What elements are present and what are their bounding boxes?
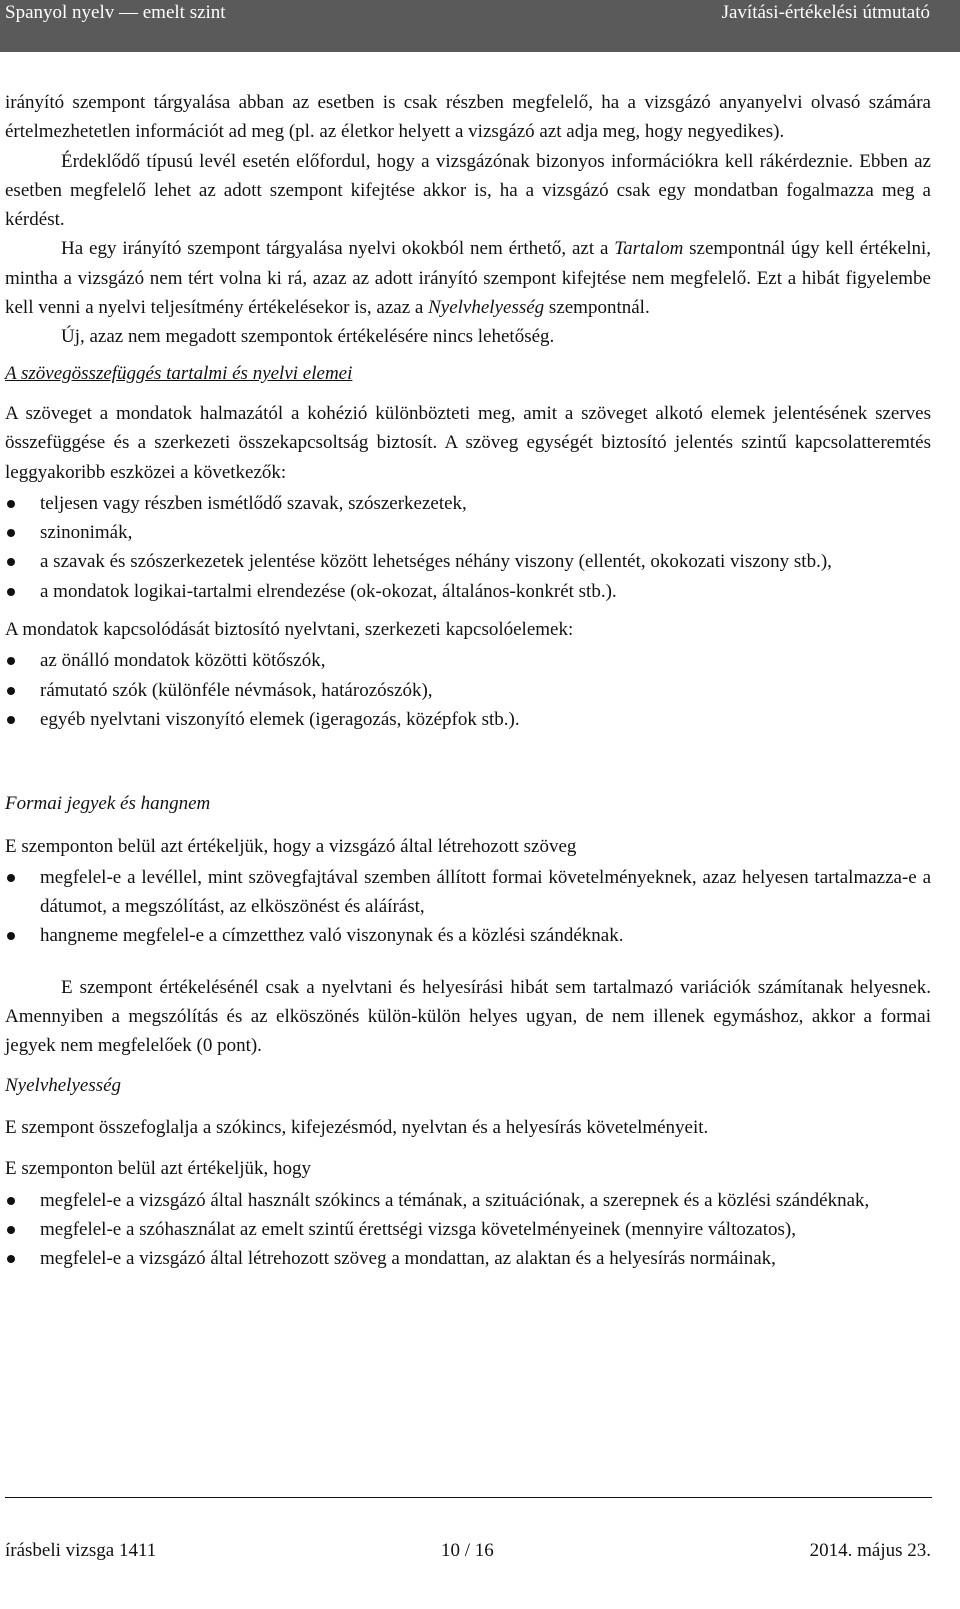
bullet-icon [7,558,15,566]
list-item: a mondatok logikai-tartalmi elrendezése (ok-okozat, általános-konkrét stb.). [5,577,931,606]
header-subject: Spanyol nyelv — emelt szint [5,2,226,23]
term-tartalom: Tartalom [614,238,684,260]
list-item: megfelel-e a levéllel, mint szövegfajtával szemben állított formai követelményeknek, azaz helyesen tartalmazza-e a dátumot, a megszólítást, az elköszönést és aláírást, [5,863,931,922]
paragraph-new-points: Új, azaz nem megadott szempontok értékelésére nincs lehetőség. [61,326,555,348]
bullet-icon [7,529,15,537]
section-title-grammar: Nyelvhelyesség [5,1074,122,1096]
bullet-icon [7,932,15,940]
bullet-icon [7,1255,15,1263]
coherence-intro: A szöveget a mondatok halmazától a kohézió különbözteti meg, amit a szöveget alkotó elemek jelentésének szerves összefüggése és a szerkezeti összekapcsoltság biztosít. A szöveg egységét biztosító jelentés szintű kapcsolatteremtés leggyakoribb eszközei a következők: [5,402,931,483]
section-title-form: Formai jegyek és hangnem [5,793,211,815]
header-guide-title: Javítási-értékelési útmutató [721,2,930,23]
coherence-semantic-list [5,489,931,606]
form-intro: E szemponton belül azt értékeljük, hogy a vizsgázó által létrehozott szöveg [5,835,577,857]
paragraph-inquiry-letter: Érdeklődő típusú levél esetén előfordul, hogy a vizsgázónak bizonyos információkra kell rákérdeznie. Ebben az esetben megfelelő lehet az adott szempont kifejtése akkor is, ha a vizsgázó csak egy mondatban fogalmazza meg a kérdést. [5,150,931,231]
grammar-list [5,1186,931,1274]
bullet-icon [7,1197,15,1205]
term-nyelvhelyesseg: Nyelvhelyesség [428,297,545,319]
footer-page-number: 10 / 16 [441,1540,494,1561]
bullet-icon [7,1226,15,1234]
page-header [0,0,960,52]
grammar-intro: E szempont összefoglalja a szókincs, kifejezésmód, nyelvtan és a helyesírás követelményeit. [5,1116,709,1138]
bullet-icon [7,500,15,508]
bullet-icon [7,657,15,665]
list-item: teljesen vagy részben ismétlődő szavak, szószerkezetek, [5,489,931,518]
paragraph-language-reasons: Ha egy irányító szempont tárgyalása nyelvi okokból nem érthető, azt a Tartalom szempontnál úgy kell értékelni, mintha a vizsgázó nem tért volna ki rá, azaz az adott irányító szempont kifejtése nem megfelelő. Ezt a hibát figyelembe kell venni a nyelvi teljesítmény értékelésekor is, azaz a Nyelvhelyesség szempontnál. [5,238,932,319]
list-item: egyéb nyelvtani viszonyító elemek (igeragozás, középfok stb.). [5,705,931,734]
grammar-intro-2: E szemponton belül azt értékeljük, hogy [5,1158,312,1180]
list-item: az önálló mondatok közötti kötőszók, [5,646,931,675]
coherence-intro-grammar: A mondatok kapcsolódását biztosító nyelvtani, szerkezeti kapcsolóelemek: [5,619,574,641]
paragraph-directing-point: irányító szempont tárgyalása abban az esetben is csak részben megfelelő, ha a vizsgázó anyanyelvi olvasó számára értelmezhetetlen információt ad meg (pl. az életkor helyett a vizsgázó azt adja meg, hogy negyedikes). [5,92,931,143]
footer-date: 2014. május 23. [809,1540,931,1561]
footer-divider [5,1497,932,1498]
form-list [5,863,931,951]
list-item: rámutató szók (különféle névmások, határozószók), [5,676,931,705]
list-item: hangneme megfelel-e a címzetthez való viszonynak és a közlési szándéknak. [5,921,931,950]
list-item: megfelel-e a szóhasználat az emelt szintű érettségi vizsga követelményeinek (mennyire változatos), [5,1215,931,1244]
list-item: megfelel-e a vizsgázó által létrehozott szöveg a mondattan, az alaktan és a helyesírás normáinak, [5,1244,931,1273]
bullet-icon [7,716,15,724]
section-title-coherence: A szövegösszefüggés tartalmi és nyelvi elemei [5,362,353,384]
document-body [5,88,931,1273]
form-paragraph: E szempont értékelésénél csak a nyelvtani és helyesírási hibát sem tartalmazó variációk számítanak helyesnek. Amennyiben a megszólítás és az elköszönés külön-külön helyes ugyan, de nem illenek egymáshoz, akkor a formai jegyek nem megfelelőek (0 pont). [5,976,931,1057]
bullet-icon [7,588,15,596]
bullet-icon [7,874,15,882]
list-item: megfelel-e a vizsgázó által használt szókincs a témának, a szituációnak, a szerepnek és a közlési szándéknak, [5,1186,931,1215]
list-item: a szavak és szószerkezetek jelentése között lehetséges néhány viszony (ellentét, okokozati viszony stb.), [5,547,931,576]
coherence-grammar-list [5,646,931,734]
footer-exam-code: írásbeli vizsga 1411 [5,1540,157,1561]
list-item: szinonimák, [5,518,931,547]
bullet-icon [7,687,15,695]
